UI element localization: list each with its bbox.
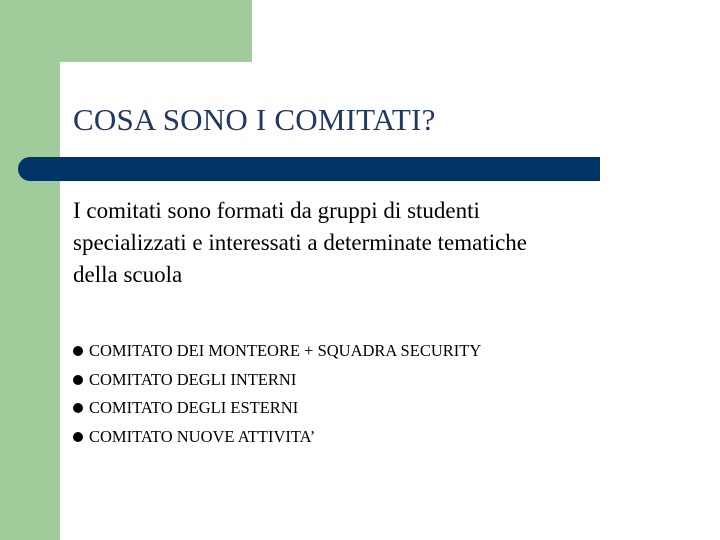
bullet-icon [73, 432, 83, 442]
list-item [73, 366, 481, 395]
bullet-icon [73, 403, 83, 413]
list-item-label: COMITATO DEGLI INTERNI [89, 369, 297, 389]
intro-paragraph [73, 195, 673, 291]
intro-line: della scuola [73, 262, 183, 287]
list-item-label: COMITATO NUOVE ATTIVITA’ [89, 426, 316, 446]
list-item [73, 337, 481, 366]
bullet-icon [73, 346, 83, 356]
list-item-label: COMITATO DEGLI ESTERNI [89, 398, 299, 417]
list-item-label: COMITATO DEI MONTEORE + SQUADRA SECURITY [89, 341, 482, 360]
intro-line: I comitati sono formati da gruppi di studenti [73, 198, 480, 223]
list-item [73, 423, 481, 452]
title-divider-bar [18, 157, 600, 181]
intro-line: specializzati e interessati a determinate tematiche [73, 230, 528, 255]
left-accent-bar [0, 0, 60, 540]
committee-list [73, 337, 481, 451]
slide-title: COSA SONO I COMITATI? [73, 102, 436, 137]
list-item [73, 394, 481, 423]
top-accent-bar [0, 0, 252, 62]
bullet-icon [73, 375, 83, 385]
